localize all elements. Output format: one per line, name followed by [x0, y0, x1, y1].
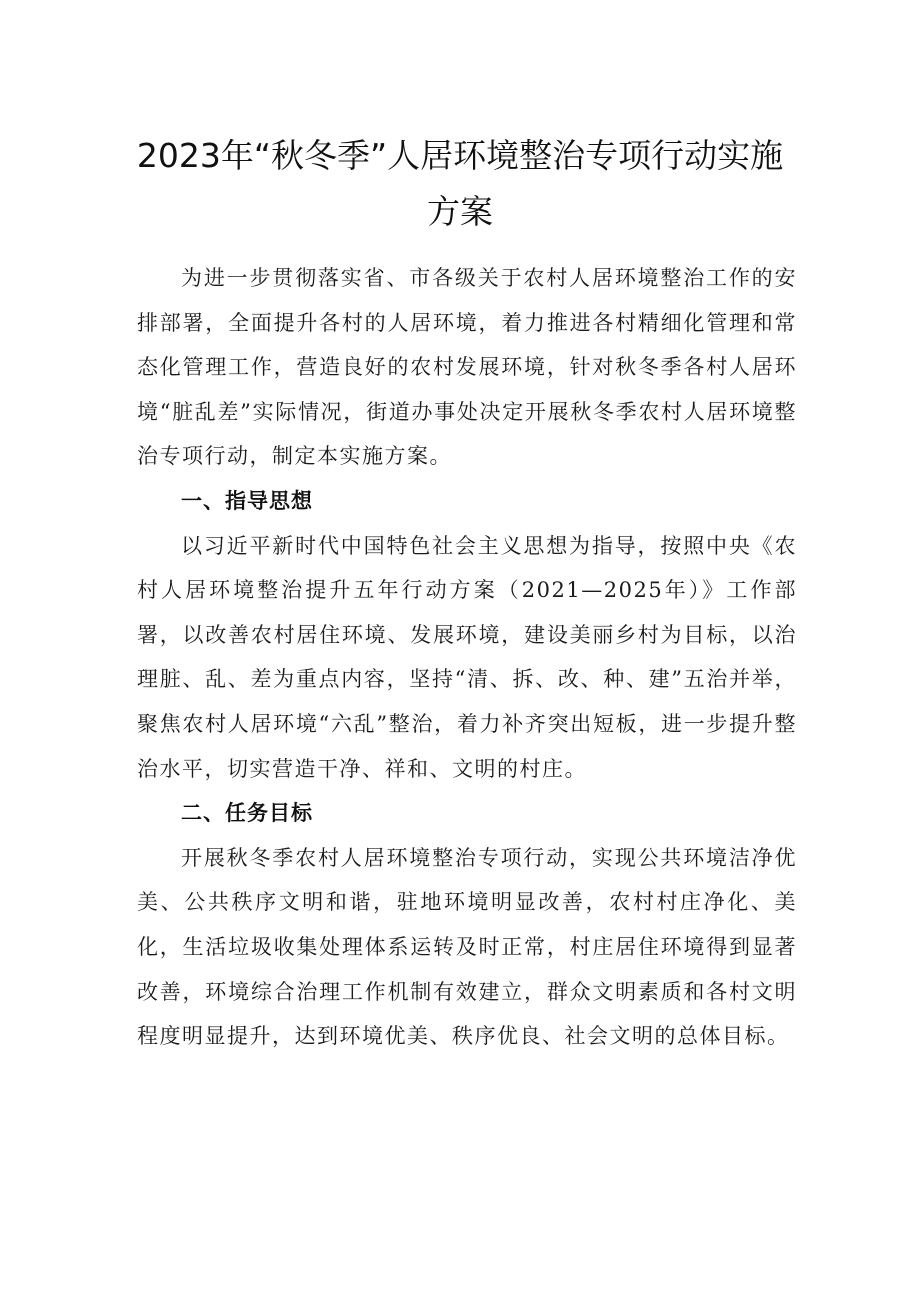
- title-line-1: 2023年“秋冬季”人居环境整治专项行动实施: [136, 136, 784, 175]
- section-paragraph-guiding-ideology: 以习近平新时代中国特色社会主义思想为指导，按照中央《农村人居环境整治提升五年行动方案（2021—2025年）》工作部署，以改善农村居住环境、发展环境，建设美丽乡村为目标，以治理脏、乱、差为重点内容，坚持“清、拆、改、种、建”五治并举，聚焦农村人居环境“六乱”整治，着力补齐突出短板，进一步提升整治水平，切实营造干净、祥和、文明的村庄。: [137, 533, 797, 781]
- section-heading-guiding-ideology: 一、指导思想: [181, 488, 313, 513]
- document-body: [137, 256, 797, 1059]
- section-heading-task-goals: 二、任务目标: [181, 801, 313, 826]
- document-title: [120, 128, 800, 240]
- intro-paragraph: 为进一步贯彻落实省、市各级关于农村人居环境整治工作的安排部署，全面提升各村的人居环境，着力推进各村精细化管理和常态化管理工作，营造良好的农村发展环境，针对秋冬季各村人居环境“脏乱差”实际情况，街道办事处决定开展秋冬季农村人居环境整治专项行动，制定本实施方案。: [137, 266, 797, 469]
- section-paragraph-task-goals: 开展秋冬季农村人居环境整治专项行动，实现公共环境洁净优美、公共秩序文明和谐，驻地环境明显改善，农村村庄净化、美化，生活垃圾收集处理体系运转及时正常，村庄居住环境得到显著改善，环境综合治理工作机制有效建立，群众文明素质和各村文明程度明显提升，达到环境优美、秩序优良、社会文明的总体目标。: [137, 845, 797, 1049]
- title-line-2: 方案: [427, 192, 493, 231]
